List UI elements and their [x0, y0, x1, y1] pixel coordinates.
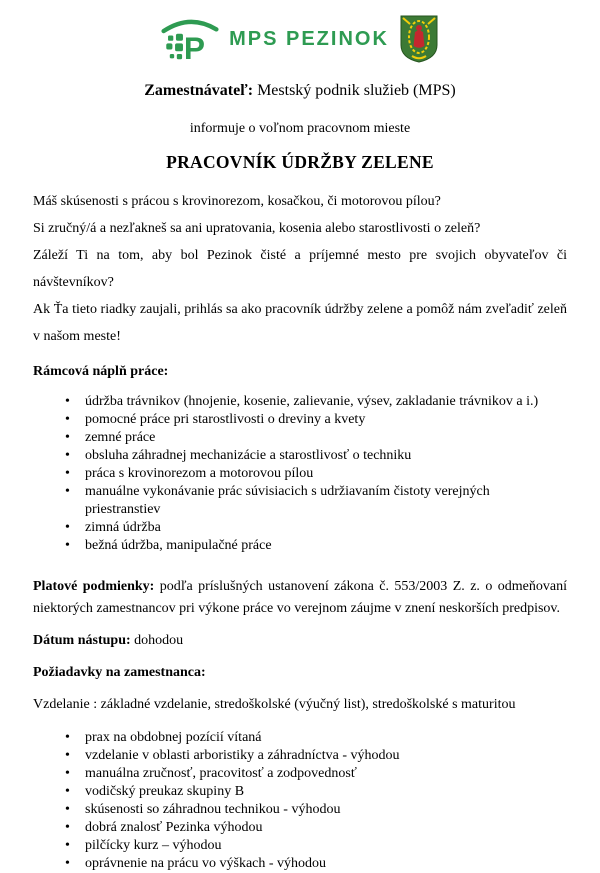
- duties-heading: Rámcová náplň práce:: [33, 364, 169, 379]
- requirement-item: • vodičský preukaz skupiny B: [65, 783, 567, 801]
- requirements-list: [65, 729, 567, 873]
- duty-item: • bežná údržba, manipulačné práce: [65, 537, 567, 555]
- duty-item: • zimná údržba: [65, 519, 567, 537]
- duty-item: • pomocné práce pri starostlivosti o dreviny a kvety: [65, 411, 567, 429]
- intro-line: Si zručný/á a nezľakneš sa ani upratovania, kosenia alebo starostlivosti o zeleň?: [33, 221, 481, 236]
- salary-label: Platové podmienky:: [33, 579, 155, 594]
- pezinok-coat-of-arms-icon: [399, 15, 439, 63]
- requirement-item: • vzdelanie v oblasti arboristiky a záhradníctva - výhodou: [65, 747, 567, 765]
- intro-paragraphs: [33, 188, 567, 350]
- requirement-item: • pilčícky kurz – výhodou: [65, 837, 567, 855]
- svg-text:P: P: [183, 30, 206, 62]
- start-date-paragraph: [33, 630, 567, 652]
- duties-list: [65, 393, 567, 555]
- vacancy-subtitle: informuje o voľnom pracovnom mieste: [189, 121, 411, 136]
- requirement-item: • prax na obdobnej pozícií vítaná: [65, 729, 567, 747]
- intro-line: Máš skúsenosti s prácou s krovinorezom, kosačkou, či motorovou pílou?: [33, 194, 441, 209]
- duty-item: • zemné práce: [65, 429, 567, 447]
- requirement-item: • oprávnenie na prácu vo výškach - výhodou: [65, 855, 567, 873]
- intro-line: Záleží Ti na tom, aby bol Pezinok čisté a príjemné mesto pre svojich obyvateľov či návštevníkov?: [33, 248, 567, 290]
- salary-text: podľa príslušných ustanovení zákona č. 553/2003 Z. z. o odmeňovaní niektorých zamestnancov pri výkone práce vo verejnom záujme v znení neskorších predpisov.: [33, 579, 568, 616]
- job-title: PRACOVNÍK ÚDRŽBY ZELENE: [166, 152, 434, 172]
- employer-value: Mestský podnik služieb (MPS): [257, 82, 456, 99]
- logo: [33, 12, 567, 66]
- mps-logo-mark-icon: [161, 16, 219, 62]
- requirement-item: • skúsenosti so záhradnou technikou - výhodou: [65, 801, 567, 819]
- brand-text: MPS PEZINOK: [229, 27, 389, 50]
- duty-item: • obsluha záhradnej mechanizácie a starostlivosť o techniku: [65, 447, 567, 465]
- start-date-label: Dátum nástupu:: [33, 633, 131, 648]
- duty-item: • práca s krovinorezom a motorovou pílou: [65, 465, 567, 483]
- employer-label: Zamestnávateľ:: [144, 82, 254, 99]
- intro-line: Ak Ťa tieto riadky zaujali, prihlás sa ako pracovník údržby zelene a pomôž nám zveľadiť zeleň v našom meste!: [33, 302, 567, 344]
- start-date-value: dohodou: [134, 633, 184, 648]
- duty-item: • údržba trávnikov (hnojenie, kosenie, zalievanie, výsev, zakladanie trávnikov a i.): [65, 393, 567, 411]
- requirement-item: • manuálna zručnosť, pracovitosť a zodpovednosť: [65, 765, 567, 783]
- requirements-heading: Požiadavky na zamestnanca:: [33, 665, 206, 680]
- employer-line: [33, 82, 567, 100]
- duty-item: • manuálne vykonávanie prác súvisiacich s udržiavaním čistoty verejných priestranstiev: [65, 483, 567, 519]
- requirement-item: • dobrá znalosť Pezinka výhodou: [65, 819, 567, 837]
- education-line: Vzdelanie : základné vzdelanie, stredoškolské (výučný list), stredoškolské s maturitou: [33, 697, 516, 712]
- salary-paragraph: [33, 576, 567, 620]
